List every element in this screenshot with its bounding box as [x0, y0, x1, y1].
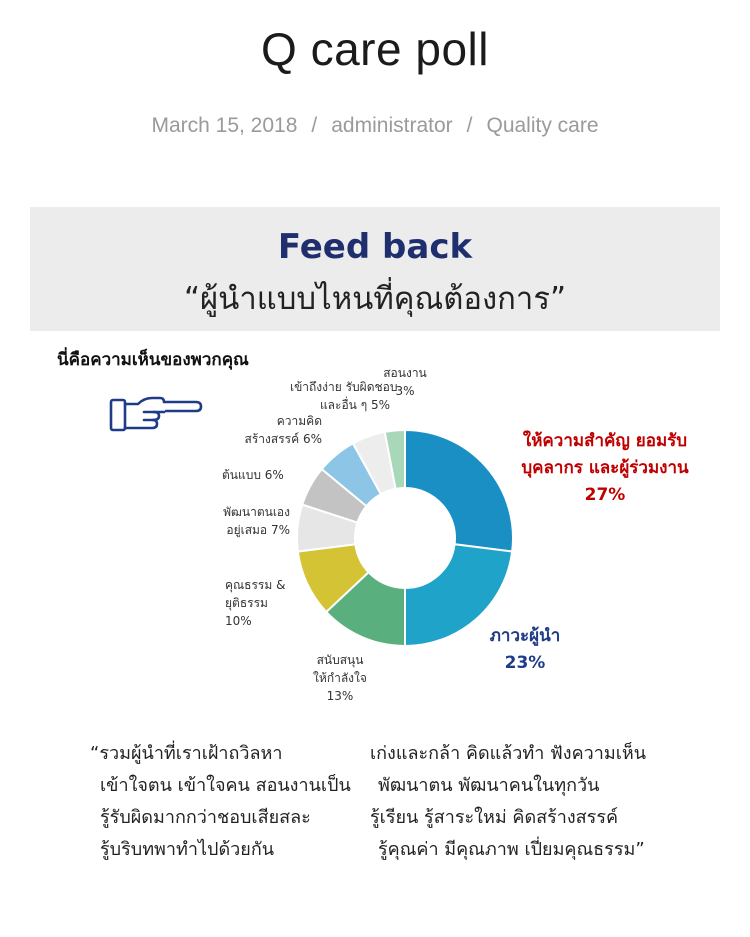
slice-label	[222, 466, 312, 484]
quote-right	[370, 738, 646, 866]
slice-label-line: สอนงาน	[383, 366, 427, 380]
slice-label	[212, 503, 290, 539]
slice-label	[225, 576, 305, 630]
slice-label-line: บุคลากร และผู้ร่วมงาน	[521, 458, 689, 478]
slice-label-line: ภาวะผู้นำ	[489, 626, 561, 646]
donut-slice	[405, 430, 513, 552]
slice-label-line: สร้างสรรค์ 6%	[244, 432, 322, 446]
meta-separator: /	[311, 114, 318, 137]
banner-subtitle: “ผู้นำแบบไหนที่คุณต้องการ”	[183, 281, 567, 317]
post-title: Q care poll	[261, 23, 489, 75]
quote-line: รู้คุณค่า มีคุณภาพ เปี่ยมคุณธรรม”	[378, 839, 645, 860]
slice-label-line: เข้าถึงง่าย รับผิดชอบ	[290, 380, 398, 394]
slice-label-line: อยู่เสมอ 7%	[226, 523, 290, 537]
slice-label	[300, 651, 380, 705]
post-category[interactable]: Quality care	[486, 114, 599, 137]
quote-left	[90, 738, 351, 866]
slice-label	[240, 412, 322, 448]
banner-title: Feed back	[277, 227, 473, 267]
slice-label-line: และอื่น ๆ 5%	[319, 398, 390, 412]
slice-label-line: ยุติธรรม	[225, 596, 268, 610]
slice-label-line: 23%	[504, 653, 546, 673]
quote-line: รู้เรียน รู้สาระใหม่ คิดสร้างสรรค์	[370, 807, 619, 828]
slice-label-line: 27%	[584, 485, 626, 505]
slice-label	[510, 428, 700, 509]
slice-label	[290, 378, 398, 414]
slice-label-line: ต้นแบบ 6%	[222, 468, 284, 482]
slice-label-line: ให้กำลังใจ	[313, 671, 367, 685]
quote-line: รู้บริบทพาทำไปด้วยกัน	[100, 839, 275, 860]
post-author[interactable]: administrator	[331, 114, 453, 137]
quote-line: เก่งและกล้า คิดแล้วทำ ฟังความเห็น	[370, 743, 647, 764]
slice-label-line: 13%	[326, 689, 354, 703]
slice-label-line: 10%	[225, 614, 252, 628]
slice-label	[383, 364, 427, 400]
quote-line: “รวมผู้นำที่เราเฝ้าถวิลหา	[90, 743, 283, 764]
post-date[interactable]: March 15, 2018	[151, 114, 298, 137]
slice-label-line: คุณธรรม &	[225, 578, 286, 592]
quote-line: รู้รับผิดมากกว่าชอบเสียสละ	[100, 807, 311, 828]
quote-line: เข้าใจตน เข้าใจคน สอนงานเป็น	[100, 775, 351, 796]
opinion-label: นี่คือความเห็นของพวกคุณ	[57, 350, 249, 370]
meta-separator: /	[466, 114, 473, 137]
slice-label-line: พัฒนาตนเอง	[223, 505, 290, 519]
quote-line: พัฒนาตน พัฒนาคนในทุกวัน	[378, 775, 600, 796]
slice-label-line: สนับสนุน	[316, 653, 364, 667]
slice-label	[485, 623, 565, 677]
slice-label-line: ให้ความสำคัญ ยอมรับ	[522, 431, 688, 451]
slice-label-line: ความคิด	[276, 414, 322, 428]
slice-label-line: 3%	[395, 384, 415, 398]
